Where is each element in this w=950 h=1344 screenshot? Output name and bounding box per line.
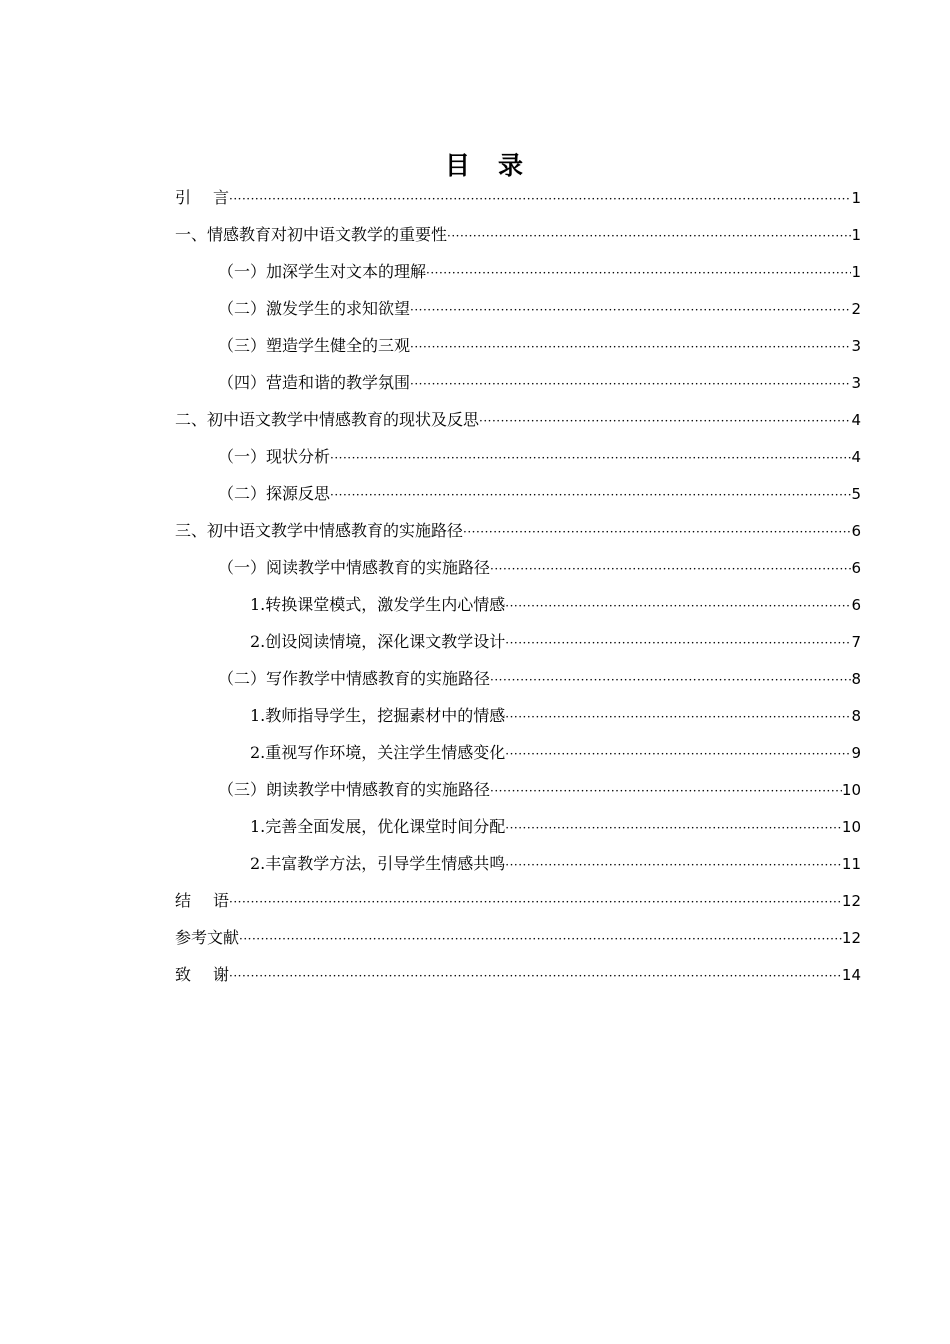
toc-entry-label: （四）营造和谐的教学氛围 [218,373,411,392]
toc-entry[interactable] [175,889,861,926]
toc-entry-label: （二）探源反思 [218,484,331,503]
toc-entry-label: 致谢 [175,965,252,984]
toc-entry-page: 10 [841,818,861,836]
toc-entry[interactable] [175,519,861,556]
toc-entry-page: 8 [851,707,861,725]
toc-entry-label: 1.教师指导学生，挖掘素材中的情感 [250,706,506,725]
toc-entry-label: （一）加深学生对文本的理解 [218,262,427,281]
toc-entry[interactable] [175,445,861,482]
toc-entry-label: 1.转换课堂模式，激发学生内心情感 [250,595,506,614]
toc-entry[interactable] [175,223,861,260]
dot-leader [426,261,851,285]
dot-leader [479,409,851,433]
toc-entry[interactable] [175,593,861,630]
toc-entry-page: 6 [851,522,861,540]
toc-entry[interactable] [175,260,861,297]
dot-leader [229,187,851,211]
toc-entry[interactable] [175,186,861,223]
dot-leader [410,372,851,396]
toc-entry-label: （一）现状分析 [218,447,331,466]
toc-entry[interactable] [175,815,861,852]
toc-entry-label: 2.重视写作环境，关注学生情感变化 [250,743,506,762]
dot-leader [330,483,851,507]
dot-leader [239,927,842,951]
toc-entry[interactable] [175,482,861,519]
toc-title: 目录 [444,151,551,180]
toc-entry-label: 三、初中语文教学中情感教育的实施路径 [175,521,464,540]
toc-entry-page: 2 [851,300,861,318]
toc-entry[interactable] [175,926,861,963]
toc-entry-page: 5 [851,485,861,503]
dot-leader [229,964,842,988]
toc-entry-page: 7 [851,633,861,651]
toc-entry-label: 结语 [175,891,252,910]
toc-entry[interactable] [175,704,861,741]
toc-entry-label: 参考文献 [175,928,240,947]
toc-entry-label: 2.创设阅读情境，深化课文教学设计 [250,632,506,651]
toc-entry-page: 10 [841,781,861,799]
dot-leader [490,557,851,581]
toc-entry[interactable] [175,334,861,371]
toc-entry-label: 二、初中语文教学中情感教育的现状及反思 [175,410,480,429]
toc-entry-label: 一、情感教育对初中语文教学的重要性 [175,225,448,244]
dot-leader [505,705,851,729]
dot-leader [505,742,851,766]
dot-leader [505,816,842,840]
toc-entry[interactable] [175,297,861,334]
toc-entry-page: 4 [851,411,861,429]
toc-entry-label: （一）阅读教学中情感教育的实施路径 [218,558,491,577]
dot-leader [505,853,842,877]
toc-entry-label: （三）朗读教学中情感教育的实施路径 [218,780,491,799]
dot-leader [330,446,851,470]
toc-entry[interactable] [175,408,861,445]
toc-entry[interactable] [175,741,861,778]
toc-entry-page: 1 [851,226,861,244]
toc-entry[interactable] [175,778,861,815]
toc-entry-page: 6 [851,596,861,614]
toc-entry-page: 4 [851,448,861,466]
dot-leader [490,668,851,692]
toc-entry-page: 1 [851,263,861,281]
toc-entry[interactable] [175,371,861,408]
toc-entry[interactable] [175,963,861,1000]
toc-entry-page: 12 [841,892,861,910]
toc-entry-page: 9 [851,744,861,762]
dot-leader [490,779,842,803]
toc-entry-page: 3 [851,374,861,392]
toc-entry[interactable] [175,667,861,704]
dot-leader [505,631,851,655]
toc-entry-label: 引言 [175,188,252,207]
toc-entry-page: 3 [851,337,861,355]
dot-leader [447,224,851,248]
toc-entry-page: 1 [851,189,861,207]
toc-entry-page: 14 [841,966,861,984]
toc-entry-label: （二）写作教学中情感教育的实施路径 [218,669,491,688]
toc-entry-page: 6 [851,559,861,577]
toc-entry-page: 11 [841,855,861,873]
toc-entry-page: 12 [841,929,861,947]
toc-entry-label: 2.丰富教学方法，引导学生情感共鸣 [250,854,506,873]
dot-leader [410,298,851,322]
dot-leader [505,594,851,618]
toc-entry-label: （二）激发学生的求知欲望 [218,299,411,318]
dot-leader [410,335,851,359]
toc-entry[interactable] [175,630,861,667]
toc-entry[interactable] [175,556,861,593]
table-of-contents [175,186,861,1000]
toc-entry-label: （三）塑造学生健全的三观 [218,336,411,355]
dot-leader [229,890,842,914]
toc-entry-page: 8 [851,670,861,688]
toc-entry[interactable] [175,852,861,889]
dot-leader [463,520,851,544]
toc-entry-label: 1.完善全面发展，优化课堂时间分配 [250,817,506,836]
